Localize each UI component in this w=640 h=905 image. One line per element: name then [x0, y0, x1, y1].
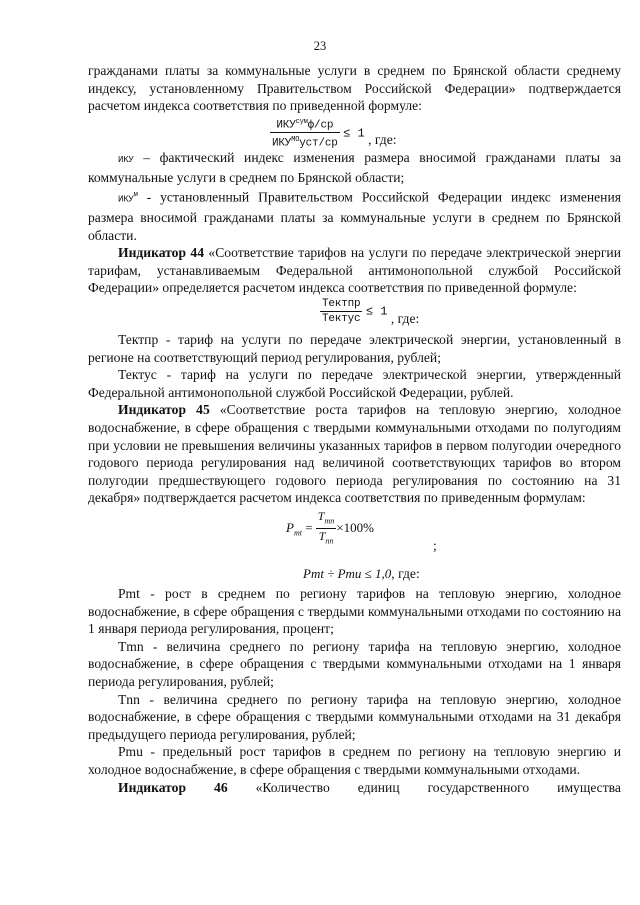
- indicator-45: [88, 401, 621, 507]
- gde-label: , где:: [390, 310, 420, 326]
- definition-iku-fact: [88, 149, 621, 187]
- tekt-num: Тектпр: [322, 298, 361, 311]
- definition-text: - установленный Правительством Российской Федерации индекс изменения размера вносимой гражданами платы за коммунальные услуги в среднем по Брянской области.: [88, 189, 621, 243]
- indicator-46-word: имущества: [557, 779, 621, 795]
- iku-den: ИКУ: [272, 138, 292, 151]
- tmn-num: T: [317, 509, 325, 523]
- le-one: ≤ 1: [365, 304, 388, 319]
- definition-pmu: Pmu - предельный рост тарифов в среднем по региону на тепловую энергию и холодное водоснабжение, в сфере обращения с твердыми коммунальными отходами.: [88, 744, 621, 777]
- indicator-46: [88, 779, 621, 797]
- ratio-expr: Pmt ÷ Pmu ≤ 1,0: [303, 566, 392, 581]
- pmt-lhs-sub: mt: [293, 528, 302, 538]
- tnn-den-sub: nn: [325, 536, 334, 546]
- fraction-iku: [270, 115, 340, 151]
- indicator-44-text: «Соответствие тарифов на услуги по передаче электрической энергии тарифам, устанавливаемым Федеральной антимонопольной службой Российской Федерации» определяется расчетом индекса соответствия по приведенной формуле:: [88, 245, 621, 296]
- paragraph-intro: гражданами платы за коммунальные услуги в среднем по Брянской области среднему индексу, установленному Правительством Российской Федерации» подтверждается расчетом индекса соответствия по приведенной формуле:: [88, 63, 621, 114]
- gde-label: , где:: [391, 566, 420, 581]
- indicator-45-text: «Соответствие роста тарифов на тепловую энергию, холодное водоснабжение, в сфере обращения с твердыми коммунальными отходами по полугодиям при условии не превышения величины указанных тарифов в первом полугодии очередного годового периода регулирования над величиной соответствующих тарифов во втором полугодии предшествующего годового периода регулирования по состоянию на 31 декабря» подтверждается расчетом индекса соответствия по приведенным формулам:: [88, 402, 621, 506]
- page-body: [88, 62, 621, 796]
- definition-tektpr: Тектпр - тариф на услуги по передаче электрической энергии, установленный в регионе на соответствующий период регулирования, рублей;: [88, 332, 621, 365]
- definition-iku-gov: [88, 187, 621, 244]
- iku-symbol: ИКУ: [118, 194, 134, 205]
- indicator-44-label: Индикатор 44: [118, 245, 205, 261]
- definition-tektus: Тектус - тариф на услуги по передаче электрической энергии, утвержденный Федеральной антимонопольной службой Российской Федерации, рублей.: [88, 367, 621, 400]
- indicator-46-word: государственного: [427, 779, 530, 795]
- iku-den-sub: уст/ср: [299, 138, 338, 151]
- indicator-46-label: Индикатор: [118, 779, 187, 795]
- semicolon: ;: [433, 538, 437, 553]
- formula-ratio: [88, 555, 621, 585]
- iku-symbol: ИКУ: [118, 154, 134, 165]
- tekt-den: Тектус: [322, 313, 361, 326]
- pmt-lhs: P: [286, 519, 294, 535]
- indicator-46-word: «Количество: [255, 779, 330, 795]
- iku-sup: м: [133, 190, 138, 199]
- iku-den-sup: МО: [291, 136, 300, 145]
- fraction-tmn-tnn: [316, 509, 336, 549]
- iku-num-sup: сум: [295, 117, 308, 126]
- equals-sign: =: [301, 519, 316, 535]
- le-one: ≤ 1: [343, 126, 365, 141]
- tmn-num-sub: mn: [324, 516, 335, 526]
- definition-pmt: Pmt - рост в среднем по региону тарифов на тепловую энергию, холодное водоснабжение, в сфере обращения с твердыми коммунальными отходами по состоянию на 1 января периода регулирования, процент;: [88, 586, 621, 637]
- formula-pmt: [88, 507, 621, 555]
- iku-num: ИКУ: [276, 119, 296, 132]
- gde-label: , где:: [368, 132, 397, 148]
- formula-iku: [88, 115, 621, 149]
- tnn-den: T: [318, 529, 326, 544]
- fraction-tekt: [320, 297, 362, 326]
- formula-tekt: [88, 297, 621, 331]
- iku-num-sub: ф/ср: [307, 119, 334, 132]
- indicator-46-word: единиц: [357, 779, 400, 795]
- definition-tnn: Tnn - величина среднего по региону тарифа на тепловую энергию, холодное водоснабжение, в сфере обращения с твердыми коммунальными отходами на 31 декабря предыдущего периода регулирования, рублей;: [88, 691, 621, 742]
- indicator-45-label: Индикатор 45: [118, 402, 210, 418]
- indicator-44: [88, 244, 621, 297]
- page-number: 23: [313, 39, 327, 53]
- times-percent: ×100%: [336, 519, 374, 535]
- definition-text: – фактический индекс изменения размера вносимой гражданами платы за коммунальные услуги в среднем по Брянской области;: [88, 149, 621, 186]
- definition-tmn: Tmn - величина среднего по региону тарифа на тепловую энергию, холодное водоснабжение, в сфере обращения с твердыми коммунальными отходами на 1 января периода регулирования, рублей;: [88, 638, 621, 689]
- indicator-46-number: 46: [214, 779, 228, 795]
